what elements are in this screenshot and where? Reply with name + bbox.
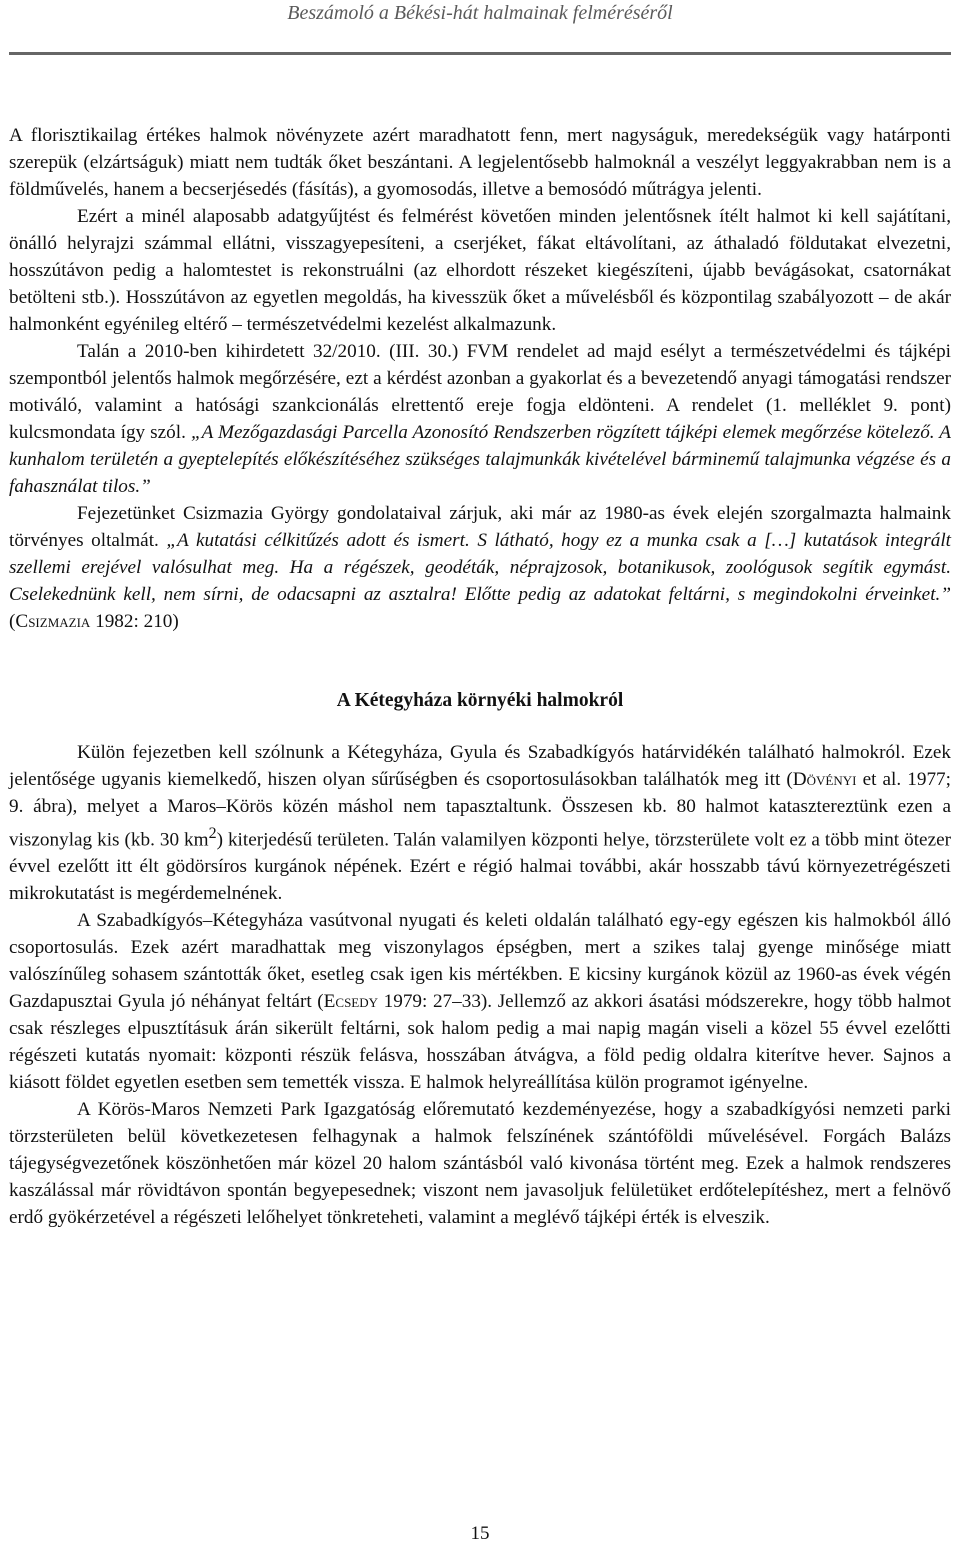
paragraph-text: Külön fejezetben kell szólnunk a Kétegyháza, Gyula és Szabadkígyós határvidékén található halmokról. Ezek jelentősége ugyanis kiemelkedő, hiszen olyan sűrűségben és csoportosulásokban találhatók meg itt ( bbox=[9, 742, 951, 790]
page-body bbox=[9, 122, 951, 1231]
page-number: 15 bbox=[470, 1523, 490, 1544]
paragraph-adatgyujtes: Ezért a minél alaposabb adatgyűjtést és felmérést követően minden jelentősnek ítélt halmot ki kell sajátítani, önálló helyrajzi számmal ellátni, visszagyepesíteni, a cserjéket, fákat eltávolítani, az áthaladó földutakat elvezetni, hosszútávon pedig a halomtestet is rekonstruálni (az elhordott részeket kiegészíteni, újabb bevágásokat, csatornákat betölteni stb.). Hosszútávon az egyetlen megoldás, ha kivesszük őket a művelésből és központilag szabályozott – de akár halmonként egyénileg eltérő – természetvédelmi kezelést alkalmazunk. bbox=[9, 206, 951, 335]
page-footer bbox=[0, 1524, 960, 1544]
running-title: Beszámoló a Békési-hát halmainak felméréséről bbox=[287, 2, 673, 24]
paragraph-text: et al. 1977; 9. ábra), melyet a Maros–Körös közén máshol nem tapasztaltunk. Összesen kb. 80 halmot katasztereztünk ezen a viszonylag kis (kb. 30 km bbox=[9, 769, 951, 851]
paragraph-text: Talán a 2010-ben kihirdetett 32/2010. (III. 30.) FVM rendelet ad majd esélyt a természetvédelmi és tájképi szempontból jelentős halmok megőrzésére, ezt a kérdést azonban a gyakorlat és a bevezetendő anyagi támogatási rendszer motiváló, valamint a hatósági szankcionálás elrettentő ereje fogja eldönteni. A rendelet (1. melléklet 9. pont) kulcsmondata így szól. bbox=[9, 341, 951, 443]
quote-rendelet: „A Mezőgazdasági Parcella Azonosító Rendszerben rögzített tájképi elemek megőrzése kötelező. A kunhalom területén a gyeptelepítés előkészítéséhez szükséges talajmunkák kivételével bárminemű talajmunka végzése és a fahasználat tilos.” bbox=[9, 422, 952, 497]
paragraph-text: 1979: 27–33). Jellemző az akkori ásatási módszerekre, hogy több halmot csak részleges elpusztításuk árán sikerült feltárni, sok halom pedig a mai napig magán viseli a közel 55 évvel ezelőtti régészeti kutatás nyomait: központi részük felásva, hosszában átvágva, a föld pedig oldalra kiterítve hever. Sajnos a kiásott földet egyetlen esetben sem temették vissza. E halmok helyreállítása külön programot igényelne. bbox=[9, 991, 951, 1094]
citation-open: ( bbox=[9, 611, 16, 632]
header-divider bbox=[9, 52, 951, 55]
citation-author: Csizmazia bbox=[15, 611, 91, 632]
paragraph-text: ) kiterjedésű területen. Talán valamilyen központi helye, törzsterülete volt ez a több mint ötezer évvel ezelőtt itt élt gödörsíros kurgánok népének. Ezért e régió halmai további, akár hosszabb távú környezetrégészeti mikrokutatást is megérdemelnének. bbox=[9, 829, 951, 905]
section-heading: A Kétegyháza környéki halmokról bbox=[336, 690, 624, 711]
paragraph-csizmazia bbox=[9, 500, 951, 635]
running-header bbox=[0, 0, 960, 26]
superscript: 2 bbox=[208, 825, 217, 842]
paragraph-florisztika: A florisztikailag értékes halmok növényzete azért maradhatott fenn, mert nagyságuk, meredekségük vagy határponti szerepük (elzártságuk) miatt nem tudták őket beszántani. A legjelentősebb halmoknál a veszélyt leggyakrabban nem is a földművelés, hanem a becserjésedés (fásítás), a gyomosodás, illetve a bemosódó műtrágya jelenti. bbox=[9, 125, 951, 200]
paragraph-fvm-rendelet bbox=[9, 338, 951, 500]
paragraph-text: Fejezetünket Csizmazia György gondolataival zárjuk, aki már az 1980-as évek elején szorgalmazta halmaink törvényes oltalmát. bbox=[9, 503, 951, 551]
paragraph-vasutvonal bbox=[9, 907, 951, 1096]
quote-csizmazia: „A kutatási célkitűzés adott és ismert. S látható, hogy ez a munka csak a […] kutatások integrált szellemi erejével valósulhat meg. Ha a régészek, geodéták, néprajzosok, botanikusok, zoológusok segítik egymást. Cselekednünk kell, nem sírni, de odacsapni az asztalra! Előtte pedig az adatokat feltárni, s megindokolni érveinket.” bbox=[9, 530, 951, 605]
paragraph-ketegyhaza bbox=[9, 739, 951, 907]
citation-rest: 1982: 210) bbox=[90, 611, 179, 632]
paragraph-nemzeti-park: A Körös-Maros Nemzeti Park Igazgatóság előremutató kezdeményezése, hogy a szabadkígyósi nemzeti parki törzsterületen belül következetesen felhagynak a halmok felszínének szántóföldi művelésével. Forgách Balázs tájegységvezetőnek köszönhetően már közel 20 halom szántásból való kivonása történt meg. Ezek a halmok rendszeres kaszálással már rövidtávon spontán begyepesednek; viszont nem javasoljuk felületüket erdőtelepítéshez, mert a felnövő erdő gyökérzetével a régészeti lelőhelyet tönkreteheti, valamint a meglévő tájképi érték is elveszik. bbox=[9, 1099, 951, 1229]
paragraph-text: A Szabadkígyós–Kétegyháza vasútvonal nyugati és keleti oldalán található egy-egy egészen kis halmokból álló csoportosulás. Ezek azért maradhattak meg viszonylagos épségben, mert a szikes talaj gyenge minősége miatt valószínűleg sohasem szántották őket, esetleg csak igen kis mértékben. E kicsiny kurgánok közül az 1960-as évek végén Gazdapusztai Gyula jó néhányat feltárt ( bbox=[9, 910, 951, 1013]
citation-author: Dövényi bbox=[792, 769, 857, 790]
citation-author: Ecsedy bbox=[323, 991, 379, 1013]
